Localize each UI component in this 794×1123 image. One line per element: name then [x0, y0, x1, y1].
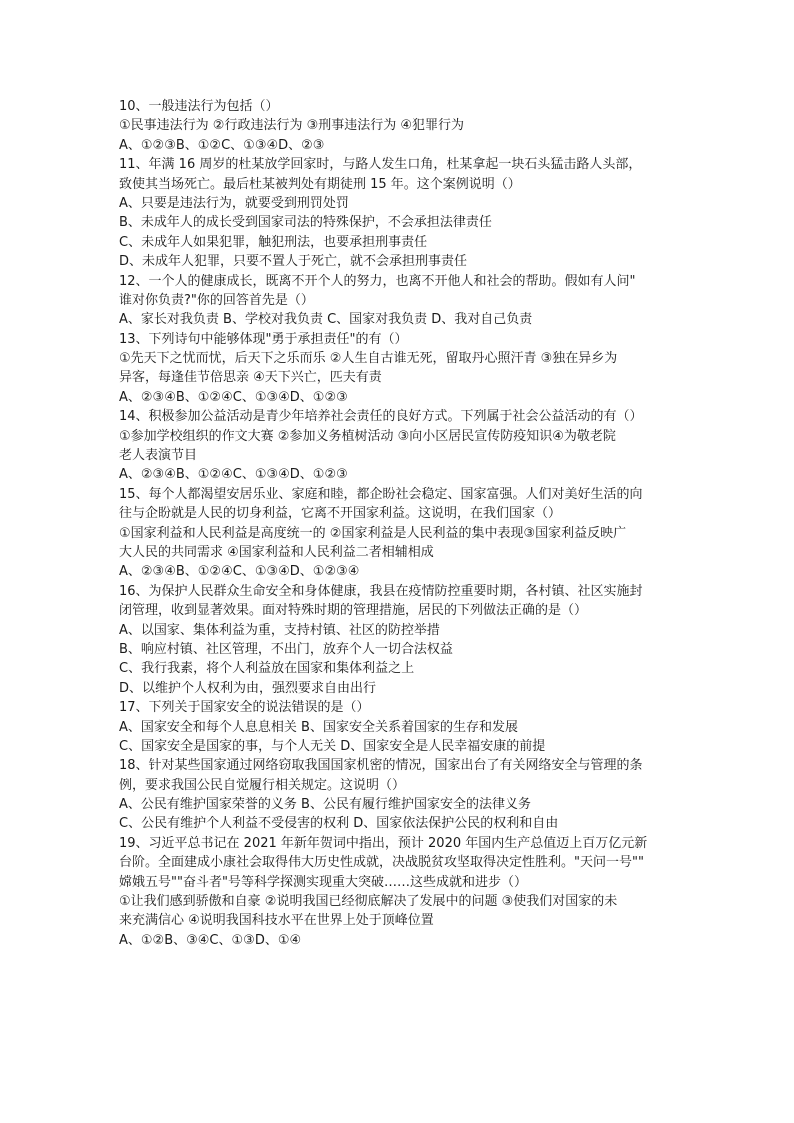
text-line: A、①②B、③④C、①③D、①④ [119, 932, 302, 948]
text-line: 大人民的共同需求 ④国家利益和人民利益二者相辅相成 [119, 544, 434, 560]
text-line: A、②③④B、①②④C、①③④D、①②③④ [119, 564, 360, 580]
text-line: 17、下列关于国家安全的说法错误的是（） [119, 700, 370, 716]
text-line: 闭管理，收到显著效果。面对特殊时期的管理措施，居民的下列做法正确的是（） [119, 603, 588, 619]
text-line: 10、一般违法行为包括（） [119, 99, 279, 114]
text-line: 往与企盼就是人民的切身利益，它离不开国家利益。这说明，在我们国家（） [119, 506, 562, 522]
text-line: D、未成年人犯罪，只要不置人于死亡，就不会承担刑事责任 [119, 254, 468, 270]
text-line: 13、下列诗句中能够体现"勇于承担责任"的有（） [119, 331, 408, 347]
text-line: ①民事违法行为 ②行政违法行为 ③刑事违法行为 ④犯罪行为 [119, 118, 465, 134]
text-line: ①国家利益和人民利益是高度统一的 ②国家利益是人民利益的集中表现③国家利益反映广 [119, 525, 627, 541]
text-line: 14、积极参加公益活动是青少年培养社会责任的良好方式。下列属于社会公益活动的有（） [119, 409, 643, 425]
text-line: 异客，每逢佳节倍思亲 ④天下兴亡，匹夫有责 [119, 370, 382, 386]
text-line: A、①②③B、①②C、①③④D、②③ [119, 137, 325, 153]
text-line: C、未成年人如果犯罪，触犯刑法，也要承担刑事责任 [119, 234, 428, 250]
text-line: 11、年满 16 周岁的杜某放学回家时，与路人发生口角，杜某拿起一块石头猛击路人头部， [119, 157, 642, 173]
text-line: 15、每个人都渴望安居乐业、家庭和睦，都企盼社会稳定、国家富强。人们对美好生活的向 [119, 486, 643, 502]
text-line: ①先天下之忧而忧，后天下之乐而乐 ②人生自古谁无死，留取丹心照汗青 ③独在异乡为 [119, 351, 618, 367]
text-line: 台阶。全面建成小康社会取得伟大历史性成就，决战脱贫攻坚取得决定性胜利。"天问一号"" [119, 855, 644, 871]
text-line: B、未成年人的成长受到国家司法的特殊保护，不会承担法律责任 [119, 215, 492, 231]
text-line: D、以维护个人权利为由，强烈要求自由出行 [119, 680, 377, 696]
text-line: A、以国家、集体利益为重，支持村镇、社区的防控举措 [119, 622, 440, 638]
text-line: 谁对你负责?"你的回答首先是（） [119, 292, 314, 308]
text-line: 19、习近平总书记在 2021 年新年贺词中指出，预计 2020 年国内生产总值迈上百万亿元新 [119, 835, 648, 851]
text-line: 来充满信心 ④说明我国科技水平在世界上处于顶峰位置 [119, 913, 434, 929]
text-line: 致使其当场死亡。最后杜某被判处有期徒刑 15 年。这个案例说明（） [119, 176, 521, 192]
text-line: 12、一个人的健康成长，既离不开个人的努力，也离不开他人和社会的帮助。假如有人问" [119, 273, 636, 289]
text-line: A、②③④B、①②④C、①③④D、①②③ [119, 389, 348, 405]
text-line: 嫦娥五号""奋斗者"号等科学探测实现重大突破……这些成就和进步（） [119, 874, 527, 890]
text-line: 例，要求我国公民自觉履行相关规定。这说明（） [119, 777, 406, 793]
text-line: A、②③④B、①②④C、①③④D、①②③ [119, 467, 348, 483]
text-line: A、国家安全和每个人息息相关 B、国家安全关系着国家的生存和发展 [119, 719, 518, 735]
text-line: 18、针对某些国家通过网络窃取我国国家机密的情况，国家出台了有关网络安全与管理的条 [119, 758, 643, 774]
text-line: ①让我们感到骄傲和自豪 ②说明我国已经彻底解决了发展中的问题 ③使我们对国家的未 [119, 894, 618, 910]
text-line: C、我行我素，将个人利益放在国家和集体利益之上 [119, 661, 415, 677]
text-line: A、公民有维护国家荣誉的义务 B、公民有履行维护国家安全的法律义务 [119, 797, 531, 813]
text-line: ①参加学校组织的作文大赛 ②参加义务植树活动 ③向小区居民宣传防疫知识④为敬老院 [119, 428, 616, 444]
text-line: 16、为保护人民群众生命安全和身体健康，我县在疫情防控重要时期，各村镇、社区实施封 [119, 583, 643, 599]
text-line: 老人表演节目 [119, 448, 198, 464]
text-line: B、响应村镇、社区管理，不出门，放弃个人一切合法权益 [119, 641, 453, 657]
document-body [119, 97, 679, 950]
text-line: C、国家安全是国家的事，与个人无关 D、国家安全是人民幸福安康的前提 [119, 738, 546, 754]
text-line: C、公民有维护个人利益不受侵害的权利 D、国家依法保护公民的权利和自由 [119, 816, 559, 832]
text-line: A、家长对我负责 B、学校对我负责 C、国家对我负责 D、我对自己负责 [119, 312, 533, 328]
text-line: A、只要是违法行为，就要受到刑罚处罚 [119, 195, 349, 211]
